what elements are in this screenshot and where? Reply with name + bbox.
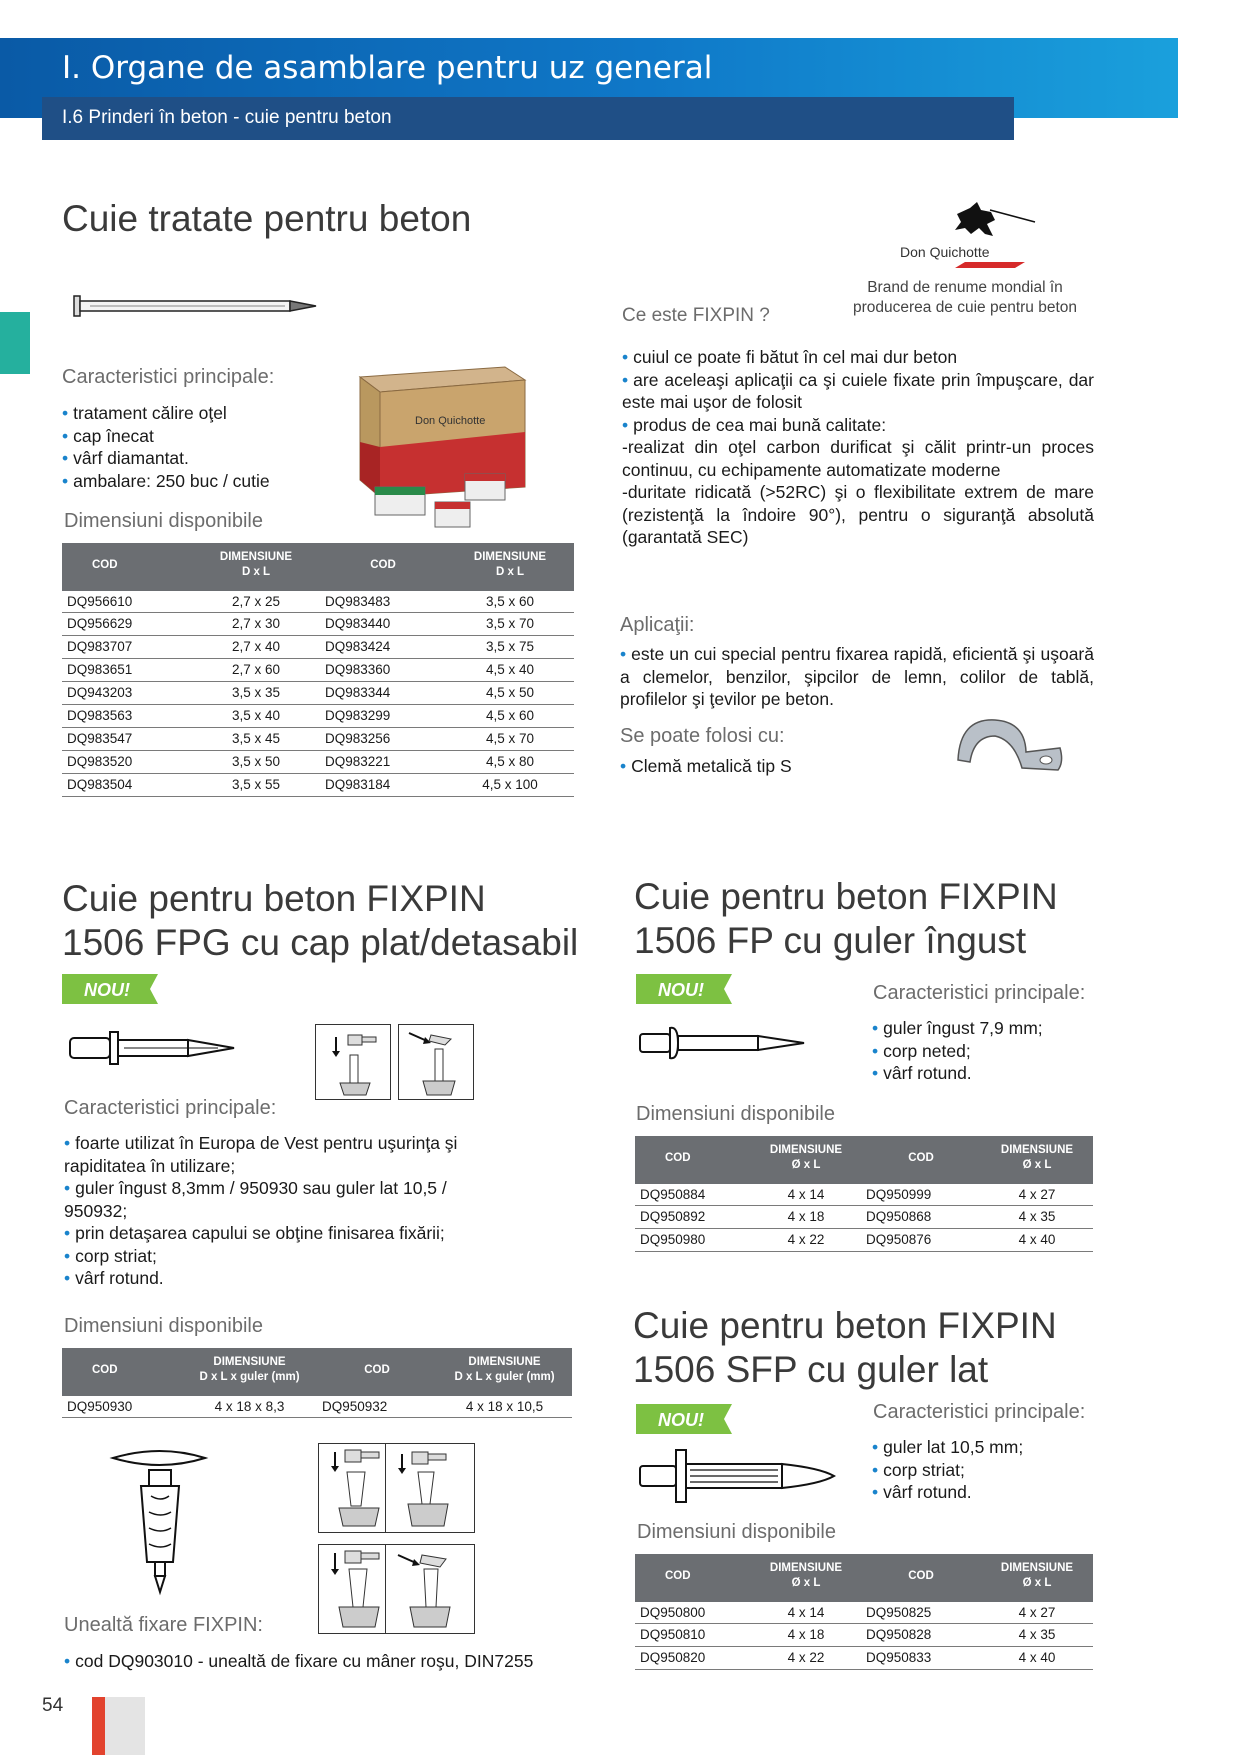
cell-dimensiune: 4,5 x 70 xyxy=(446,727,574,750)
col-header-cod: COD xyxy=(861,1554,981,1600)
use-with-item: • Clemă metalică tip S xyxy=(620,755,792,778)
cell-cod: DQ950884 xyxy=(635,1182,751,1205)
cell-dimensiune: 4,5 x 80 xyxy=(446,750,574,773)
cell-dimensiune: 4,5 x 40 xyxy=(446,658,574,681)
cell-cod: DQ983184 xyxy=(320,773,446,796)
fixpin-bullet: • are aceleaşi aplicaţii ca şi cuiele fixate prin împuşcare, dar este mai uşor de folosit xyxy=(622,369,1094,414)
badge-text: NOU! xyxy=(84,980,130,1000)
tool-item: • cod DQ903010 - unealtă de fixare cu mâner roşu, DIN7255 xyxy=(64,1650,533,1673)
cell-dimensiune: 4,5 x 50 xyxy=(446,681,574,704)
col-header-cod: COD xyxy=(317,1348,437,1394)
fpg-nail-image xyxy=(68,1028,238,1068)
fpg-title-line1: Cuie pentru beton FIXPIN xyxy=(62,878,486,919)
hammer-step-icon xyxy=(386,1444,474,1532)
cell-dimensiune: 4,5 x 60 xyxy=(446,704,574,727)
feature-item: • prin detaşarea capului se obţine finisarea fixării; xyxy=(64,1222,504,1245)
cell-dimensiune: 4,5 x 100 xyxy=(446,773,574,796)
logo-text: Don Quichotte xyxy=(900,244,990,260)
badge-text: NOU! xyxy=(658,1410,704,1430)
cell-dimensiune: 3,5 x 45 xyxy=(192,727,320,750)
cell-cod: DQ983483 xyxy=(320,589,446,612)
table-row xyxy=(62,589,574,612)
side-tab-marker xyxy=(0,312,30,374)
don-quichotte-logo xyxy=(895,200,1055,272)
cell-dimensiune: 3,5 x 40 xyxy=(192,704,320,727)
cell-cod: DQ983651 xyxy=(62,658,192,681)
col-header-dimensiune: DIMENSIUNE Ø x L xyxy=(751,1136,861,1182)
sfp-title-line1: Cuie pentru beton FIXPIN xyxy=(633,1305,1057,1346)
feature-item: • tratament călire oţel xyxy=(62,402,342,425)
cell-cod: DQ950876 xyxy=(861,1228,981,1251)
table-body xyxy=(62,1394,572,1417)
section1-dimensions-table xyxy=(62,543,574,797)
fp-title-line2: 1506 FP cu guler îngust xyxy=(634,920,1027,961)
cell-cod: DQ950932 xyxy=(317,1394,437,1417)
cell-dimensiune: 4 x 22 xyxy=(751,1646,861,1669)
page-number: 54 xyxy=(42,1695,64,1716)
section1-dims-heading: Dimensiuni disponibile xyxy=(64,510,263,532)
cell-cod: DQ956629 xyxy=(62,612,192,635)
use-with-heading: Se poate folosi cu: xyxy=(620,725,785,747)
cell-cod: DQ983520 xyxy=(62,750,192,773)
table-row xyxy=(635,1623,1093,1646)
cell-dimensiune: 2,7 x 40 xyxy=(192,635,320,658)
cell-cod: DQ950833 xyxy=(861,1646,981,1669)
table-row xyxy=(635,1228,1093,1251)
table-body xyxy=(635,1182,1093,1251)
fpg-pin-drawing xyxy=(105,1442,215,1602)
cell-dimensiune: 4 x 18 xyxy=(751,1205,861,1228)
table-row xyxy=(635,1182,1093,1205)
chapter-title: I. Organe de asamblare pentru uz general xyxy=(62,50,713,86)
section1-title: Cuie tratate pentru beton xyxy=(62,198,472,239)
cell-cod: DQ950892 xyxy=(635,1205,751,1228)
table-row xyxy=(62,681,574,704)
cell-cod: DQ983547 xyxy=(62,727,192,750)
tool-step-image-2 xyxy=(385,1443,475,1533)
table-row xyxy=(62,750,574,773)
fixpin-detail: -duritate ridicată (>52RC) şi o flexibilitate extrem de mare (rezistenţă la îndoire 90°), pentru o siguranţă absolută (garantată SEC) xyxy=(622,482,1094,547)
product-box-image xyxy=(355,362,555,532)
fp-title-line1: Cuie pentru beton FIXPIN xyxy=(634,876,1058,917)
cell-dimensiune: 4 x 18 x 8,3 xyxy=(182,1394,317,1417)
s-clamp-image xyxy=(950,710,1070,775)
cell-cod: DQ950999 xyxy=(861,1182,981,1205)
concrete-nail-image xyxy=(70,290,320,322)
fpg-dims-heading: Dimensiuni disponibile xyxy=(64,1315,263,1337)
cell-cod: DQ983440 xyxy=(320,612,446,635)
table-body xyxy=(62,589,574,796)
fixpin-question-heading: Ce este FIXPIN ? xyxy=(622,305,770,326)
feature-item: • vârf diamantat. xyxy=(62,447,342,470)
feature-item: • guler îngust 8,3mm / 950930 sau guler lat 10,5 / 950932; xyxy=(64,1177,504,1222)
table-header-row xyxy=(635,1136,1093,1182)
section-subtitle: I.6 Prinderi în beton - cuie pentru beton xyxy=(62,107,392,128)
section1-features-heading: Caracteristici principale: xyxy=(62,366,275,388)
applications-heading: Aplicaţii: xyxy=(620,614,695,636)
feature-item: • guler lat 10,5 mm; xyxy=(872,1436,1023,1459)
fpg-dimensions-table xyxy=(62,1348,572,1418)
table-body xyxy=(635,1600,1093,1669)
table-row xyxy=(62,658,574,681)
cell-dimensiune: 4 x 14 xyxy=(751,1600,861,1623)
cell-cod: DQ983707 xyxy=(62,635,192,658)
cell-dimensiune: 4 x 27 xyxy=(981,1182,1093,1205)
col-header-dimensiune: DIMENSIUNE D x L xyxy=(192,543,320,589)
fpg-title-line2: 1506 FPG cu cap plat/detasabil xyxy=(62,922,579,963)
section1-features-list xyxy=(62,402,342,492)
cell-dimensiune: 4 x 35 xyxy=(981,1205,1093,1228)
sfp-dims-heading: Dimensiuni disponibile xyxy=(637,1521,836,1543)
table-row xyxy=(62,773,574,796)
cell-cod: DQ950825 xyxy=(861,1600,981,1623)
cell-cod: DQ950980 xyxy=(635,1228,751,1251)
col-header-cod: COD xyxy=(62,543,192,589)
table-row xyxy=(635,1646,1093,1669)
cell-dimensiune: 4 x 18 x 10,5 xyxy=(437,1394,572,1417)
box-brand-text: Don Quichotte xyxy=(415,415,486,427)
cell-cod: DQ950800 xyxy=(635,1600,751,1623)
applications-text: • este un cui special pentru fixarea rapidă, eficientă şi uşoară a clemelor, benzilor, şipcilor de lemn, colilor de tablă, profilelor şi ţevilor pe beton. xyxy=(620,643,1094,711)
cell-dimensiune: 4 x 22 xyxy=(751,1228,861,1251)
badge-text: NOU! xyxy=(658,980,704,1000)
fpg-step-image-1 xyxy=(315,1024,391,1100)
col-header-dimensiune: DIMENSIUNE Ø x L xyxy=(981,1554,1093,1600)
feature-item: • vârf rotund. xyxy=(872,1481,1023,1504)
cell-dimensiune: 2,7 x 60 xyxy=(192,658,320,681)
cell-dimensiune: 4 x 40 xyxy=(981,1228,1093,1251)
new-badge xyxy=(636,972,736,1006)
col-header-cod: COD xyxy=(62,1348,182,1394)
table-header-row xyxy=(62,543,574,589)
feature-item: • ambalare: 250 buc / cutie xyxy=(62,470,342,493)
cell-cod: DQ950810 xyxy=(635,1623,751,1646)
cell-cod: DQ950930 xyxy=(62,1394,182,1417)
cell-cod: DQ983424 xyxy=(320,635,446,658)
feature-item: • vârf rotund. xyxy=(872,1062,1043,1085)
feature-item: • vârf rotund. xyxy=(64,1267,504,1290)
col-header-cod: COD xyxy=(635,1554,751,1600)
footer-accent-grey xyxy=(105,1697,145,1755)
col-header-dimensiune: DIMENSIUNE Ø x L xyxy=(981,1136,1093,1182)
table-row xyxy=(62,635,574,658)
tool-heading: Unealtă fixare FIXPIN: xyxy=(64,1614,263,1636)
cell-cod: DQ956610 xyxy=(62,589,192,612)
cell-dimensiune: 3,5 x 55 xyxy=(192,773,320,796)
fp-dims-heading: Dimensiuni disponibile xyxy=(636,1103,835,1125)
fpg-features-list xyxy=(64,1132,504,1290)
col-header-cod: COD xyxy=(861,1136,981,1182)
cell-dimensiune: 3,5 x 60 xyxy=(446,589,574,612)
table-row xyxy=(62,727,574,750)
cell-dimensiune: 3,5 x 70 xyxy=(446,612,574,635)
cell-dimensiune: 3,5 x 75 xyxy=(446,635,574,658)
tool-step-image-4 xyxy=(385,1544,475,1634)
table-row xyxy=(62,612,574,635)
cell-dimensiune: 2,7 x 30 xyxy=(192,612,320,635)
table-row xyxy=(62,704,574,727)
cell-dimensiune: 4 x 14 xyxy=(751,1182,861,1205)
cell-dimensiune: 3,5 x 35 xyxy=(192,681,320,704)
table-row xyxy=(635,1600,1093,1623)
cell-cod: DQ950820 xyxy=(635,1646,751,1669)
cell-dimensiune: 4 x 27 xyxy=(981,1600,1093,1623)
table-header-row xyxy=(635,1554,1093,1600)
fixpin-info-block xyxy=(622,346,1094,549)
footer-accent-red xyxy=(92,1697,105,1755)
feature-item: • corp striat; xyxy=(64,1245,504,1268)
col-header-dimensiune: DIMENSIUNE D x L xyxy=(446,543,574,589)
cell-cod: DQ983221 xyxy=(320,750,446,773)
fixpin-bullet: • produs de cea mai bună calitate: xyxy=(622,414,1094,437)
cell-cod: DQ983344 xyxy=(320,681,446,704)
cell-cod: DQ983299 xyxy=(320,704,446,727)
feature-item: • cap înecat xyxy=(62,425,342,448)
feature-item: • corp striat; xyxy=(872,1459,1023,1482)
cell-dimensiune: 4 x 40 xyxy=(981,1646,1093,1669)
table-header-row xyxy=(62,1348,572,1394)
cell-dimensiune: 2,7 x 25 xyxy=(192,589,320,612)
fixpin-detail: -realizat din oţel carbon durificat şi călit printr-un proces continuu, cu echipamente automatizate moderne xyxy=(622,437,1094,480)
cell-cod: DQ983256 xyxy=(320,727,446,750)
cell-cod: DQ950828 xyxy=(861,1623,981,1646)
cell-dimensiune: 4 x 35 xyxy=(981,1623,1093,1646)
col-header-cod: COD xyxy=(320,543,446,589)
cell-cod: DQ950868 xyxy=(861,1205,981,1228)
brand-caption: Brand de renume mondial în producerea de cuie pentru beton xyxy=(852,279,1078,316)
cell-cod: DQ983504 xyxy=(62,773,192,796)
cell-cod: DQ983360 xyxy=(320,658,446,681)
hammer-step-icon xyxy=(316,1025,390,1099)
feature-item: • foarte utilizat în Europa de Vest pentru uşurinţa şi rapiditatea în utilizare; xyxy=(64,1132,504,1177)
fp-nail-image xyxy=(638,1022,808,1064)
fp-dimensions-table xyxy=(635,1136,1093,1252)
table-row xyxy=(635,1205,1093,1228)
cell-dimensiune: 3,5 x 50 xyxy=(192,750,320,773)
detach-step-icon xyxy=(386,1545,474,1633)
detach-step-icon xyxy=(399,1025,473,1099)
fpg-features-heading: Caracteristici principale: xyxy=(64,1097,277,1119)
sfp-nail-image xyxy=(638,1448,838,1504)
cell-cod: DQ943203 xyxy=(62,681,192,704)
cell-dimensiune: 4 x 18 xyxy=(751,1623,861,1646)
table-row xyxy=(62,1394,572,1417)
feature-item: • corp neted; xyxy=(872,1040,1043,1063)
sfp-features-list xyxy=(872,1436,1023,1504)
feature-item: • guler îngust 7,9 mm; xyxy=(872,1017,1043,1040)
fpg-step-image-2 xyxy=(398,1024,474,1100)
col-header-dimensiune: DIMENSIUNE D x L x guler (mm) xyxy=(182,1348,317,1394)
new-badge xyxy=(636,1402,736,1436)
col-header-cod: COD xyxy=(635,1136,751,1182)
fixpin-bullet: • cuiul ce poate fi bătut în cel mai dur beton xyxy=(622,346,1094,369)
sfp-dimensions-table xyxy=(635,1554,1093,1670)
fp-features-heading: Caracteristici principale: xyxy=(873,982,1086,1004)
col-header-dimensiune: DIMENSIUNE D x L x guler (mm) xyxy=(437,1348,572,1394)
cell-cod: DQ983563 xyxy=(62,704,192,727)
fp-features-list xyxy=(872,1017,1043,1085)
sfp-features-heading: Caracteristici principale: xyxy=(873,1401,1086,1423)
new-badge xyxy=(62,972,162,1006)
col-header-dimensiune: DIMENSIUNE Ø x L xyxy=(751,1554,861,1600)
sfp-title-line2: 1506 SFP cu guler lat xyxy=(633,1349,989,1390)
